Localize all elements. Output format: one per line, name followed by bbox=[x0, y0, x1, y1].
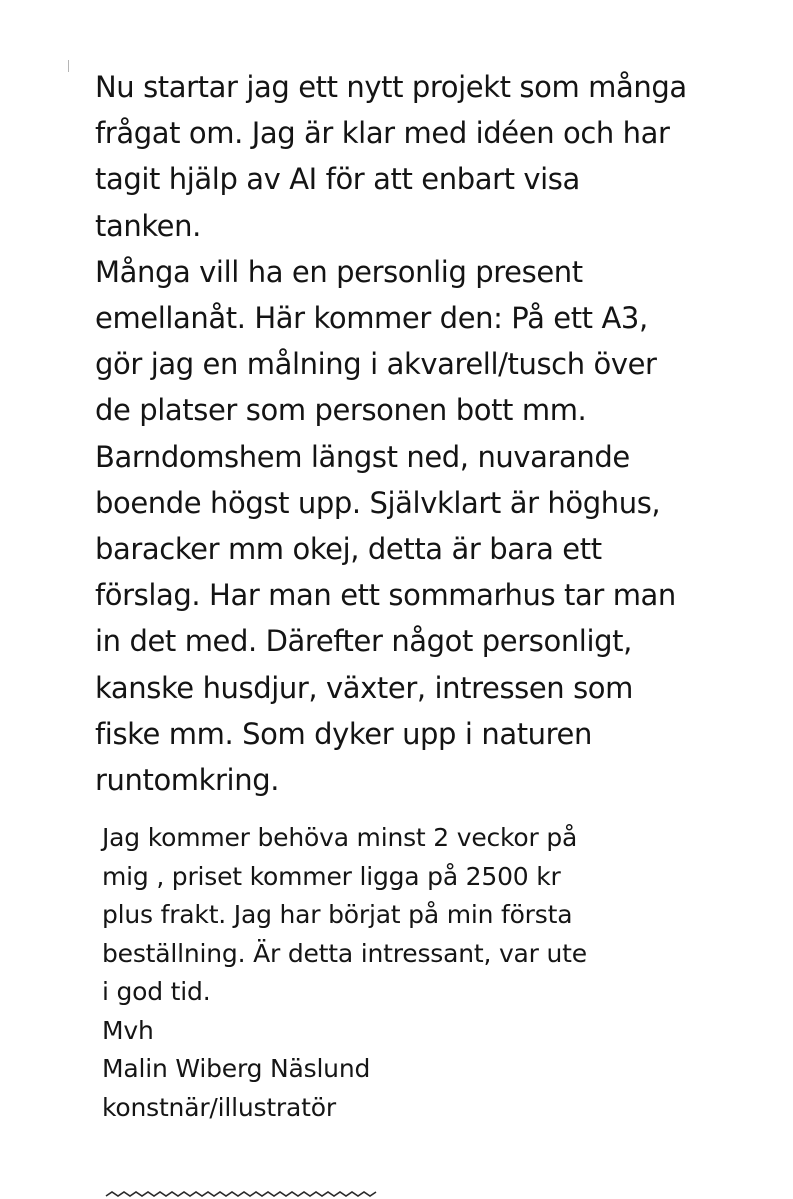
post-text-line: frågat om. Jag är klar med idéen och har bbox=[95, 116, 670, 151]
post-text-line: Många vill ha en personlig present bbox=[95, 254, 583, 289]
post-text-line: de platser som personen bott mm. bbox=[95, 393, 587, 428]
post-text-line: gör jag en målning i akvarell/tusch över bbox=[95, 347, 657, 382]
post-text-line: förslag. Har man ett sommarhus tar man bbox=[95, 578, 676, 613]
post-text-line: tanken. bbox=[95, 208, 201, 243]
post-text-line: tagit hjälp av AI för att enbart visa bbox=[95, 162, 580, 197]
footer-text-line: beställning. Är detta intressant, var ute bbox=[102, 938, 587, 968]
footer-text-line: i god tid. bbox=[102, 977, 211, 1006]
signoff: Mvh bbox=[102, 1015, 154, 1045]
footer-text-line: plus frakt. Jag har börjat på min första bbox=[102, 900, 573, 929]
author-name: Malin Wiberg Näslund bbox=[102, 1054, 371, 1083]
thread-line bbox=[68, 60, 69, 72]
cropped-text-line bbox=[104, 1188, 380, 1199]
post-text-line: runtomkring. bbox=[95, 763, 280, 798]
footer-text-line: Jag kommer behöva minst 2 veckor på bbox=[102, 823, 578, 852]
post-text-line: Barndomshem längst ned, nuvarande bbox=[95, 439, 630, 474]
post-text-line: in det med. Därefter något personligt, bbox=[95, 624, 632, 659]
post-footer-text bbox=[102, 819, 702, 1127]
post-text-line: Nu startar jag ett nytt projekt som många bbox=[95, 70, 687, 104]
post-text-line: baracker mm okej, detta är bara ett bbox=[95, 532, 602, 567]
post-text-line: emellanåt. Här kommer den: På ett A3, bbox=[95, 301, 648, 336]
post-text-line: kanske husdjur, växter, intressen som bbox=[95, 670, 633, 705]
post-text-line: fiske mm. Som dyker upp i naturen bbox=[95, 716, 592, 751]
post-text bbox=[95, 64, 785, 803]
author-title: konstnär/illustratör bbox=[102, 1092, 336, 1122]
footer-text-line: mig , priset kommer ligga på 2500 kr bbox=[102, 861, 561, 891]
post-text-line: boende högst upp. Självklart är höghus, bbox=[95, 485, 661, 520]
